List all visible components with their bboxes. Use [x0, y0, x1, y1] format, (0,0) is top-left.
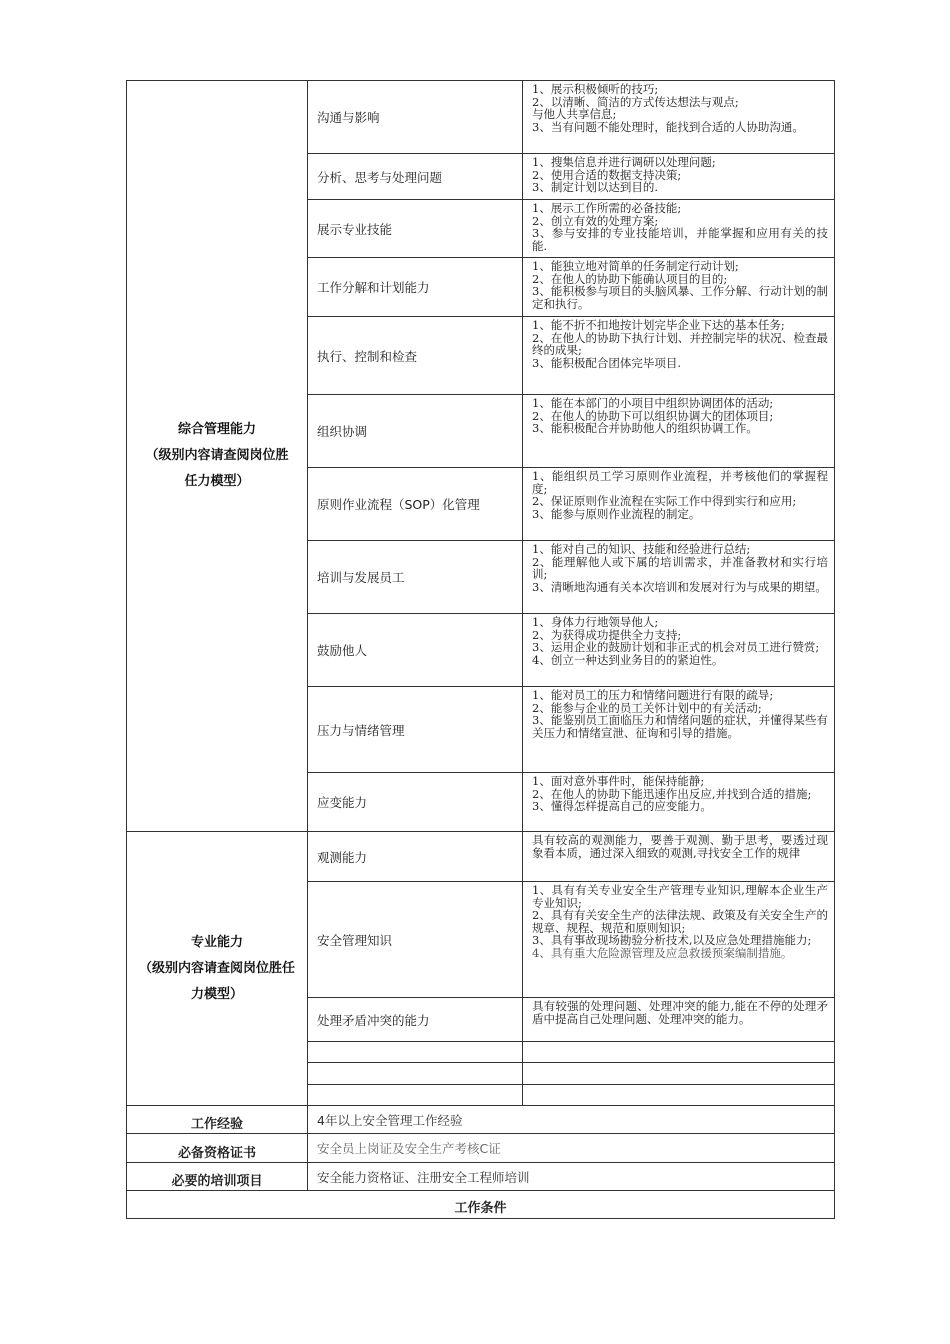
empty-cell [308, 1042, 523, 1063]
job-requirements-table [126, 80, 835, 1219]
competency-description: 1、展示积极倾听的技巧; 2、以清晰、简洁的方式传达想法与观点; 与他人共享信息; 3、当有问题不能处理时，能找到合适的人协助沟通。 [523, 81, 835, 154]
empty-cell [523, 1085, 835, 1106]
competency-name: 组织协调 [308, 395, 523, 468]
competency-name: 观测能力 [308, 832, 523, 882]
professional-section-label [127, 832, 308, 1106]
competency-description: 1、能不折不扣地按计划完毕企业下达的基本任务; 2、在他人的协助下执行计划、并控制完毕的状况、检查最终的成果; 3、能积极配合团体完毕项目. [523, 317, 835, 395]
competency-name: 鼓励他人 [308, 614, 523, 687]
competency-name: 安全管理知识 [308, 882, 523, 998]
management-note-line2: 任力模型） [184, 474, 250, 489]
conditions-row [127, 1191, 835, 1219]
experience-row [127, 1106, 835, 1134]
certificate-row [127, 1134, 835, 1163]
competency-description: 1、身体力行地领导他人; 2、为获得成功提供全力支持; 3、运用企业的鼓励计划和非正式的机会对员工进行赞赏; 4、创立一种达到业务目的的紧迫性。 [523, 614, 835, 687]
competency-description: 1、能对自己的知识、技能和经验进行总结; 2、能理解他人或下属的培训需求，并准备教材和实行培训; 3、清晰地沟通有关本次培训和发展对行为与成果的期望。 [523, 541, 835, 614]
competency-description: 1、具有有关专业安全生产管理专业知识,理解本企业生产专业知识; 2、具有有关安全生产的法律法规、政策及有关安全生产的规章、规程、规范和原则知识; 3、具有事故现场勘验分析技术,以及应急处理措施能力; 4、具有重大危险源管理及应急救援预案编制措施。 [523, 882, 835, 998]
empty-cell [308, 1063, 523, 1085]
table-row [127, 832, 835, 882]
competency-description: 具有较高的观测能力，要善于观测、勤于思考，要透过现象看本质，通过深入细致的观测,寻找安全工作的规律 [523, 832, 835, 882]
empty-cell [308, 1085, 523, 1106]
management-note-line1: （级别内容请查阅岗位胜 [145, 448, 289, 463]
competency-description: 1、能组织员工学习原则作业流程，并考核他们的掌握程度; 2、保证原则作业流程在实际工作中得到实行和应用; 3、能参与原则作业流程的制定。 [523, 468, 835, 541]
competency-description: 具有较强的处理问题、处理冲突的能力,能在不停的处理矛盾中提高自己处理问题、处理冲突的能力。 [523, 998, 835, 1042]
training-label: 必要的培训项目 [127, 1163, 308, 1191]
table-row [127, 81, 835, 154]
work-conditions-header: 工作条件 [127, 1191, 835, 1219]
professional-note-line2: 力模型） [190, 986, 243, 1002]
certificate-label: 必备资格证书 [127, 1134, 308, 1163]
competency-description: 1、搜集信息并进行调研以处理问题; 2、使用合适的数据支持决策; 3、制定计划以达到目的. [523, 154, 835, 200]
competency-name: 执行、控制和检查 [308, 317, 523, 395]
competency-name: 展示专业技能 [308, 200, 523, 258]
competency-name: 应变能力 [308, 773, 523, 832]
training-value: 安全能力资格证、注册安全工程师培训 [308, 1163, 835, 1191]
competency-name: 沟通与影响 [308, 81, 523, 154]
competency-name: 培训与发展员工 [308, 541, 523, 614]
management-section-label [127, 81, 308, 832]
management-title: 综合管理能力 [177, 422, 256, 437]
competency-name: 原则作业流程（SOP）化管理 [308, 468, 523, 541]
competency-description: 1、面对意外事件时，能保持能静; 2、在他人的协助下能迅速作出反应,并找到合适的措施; 3、懂得怎样提高自己的应变能力。 [523, 773, 835, 832]
certificate-value: 安全员上岗证及安全生产考核C证 [308, 1134, 835, 1163]
empty-cell [523, 1063, 835, 1085]
competency-description: 1、能对员工的压力和情绪问题进行有限的疏导; 2、能参与企业的员工关怀计划中的有关活动; 3、能鉴别员工面临压力和情绪问题的症状，并懂得某些有关压力和情绪宣泄、征询和引导的措施。 [523, 687, 835, 773]
professional-note-line1: （级别内容请查阅岗位胜任 [138, 960, 295, 976]
empty-cell [523, 1042, 835, 1063]
competency-name: 压力与情绪管理 [308, 687, 523, 773]
competency-description: 1、能在本部门的小项目中组织协调团体的活动; 2、在他人的协助下可以组织协调大的团体项目; 3、能积极配合并协助他人的组织协调工作。 [523, 395, 835, 468]
competency-description: 1、能独立地对简单的任务制定行动计划; 2、在他人的协助下能确认项目的目的; 3、能积极参与项目的头脑风暴、工作分解、行动计划的制定和执行。 [523, 258, 835, 317]
experience-label: 工作经验 [127, 1106, 308, 1134]
competency-name: 工作分解和计划能力 [308, 258, 523, 317]
competency-description: 1、展示工作所需的必备技能; 2、创立有效的处理方案; 3、参与安排的专业技能培训，并能掌握和应用有关的技能. [523, 200, 835, 258]
training-row [127, 1163, 835, 1191]
competency-name: 分析、思考与处理问题 [308, 154, 523, 200]
professional-title: 专业能力 [190, 934, 243, 950]
experience-value: 4年以上安全管理工作经验 [308, 1106, 835, 1134]
competency-name: 处理矛盾冲突的能力 [308, 998, 523, 1042]
